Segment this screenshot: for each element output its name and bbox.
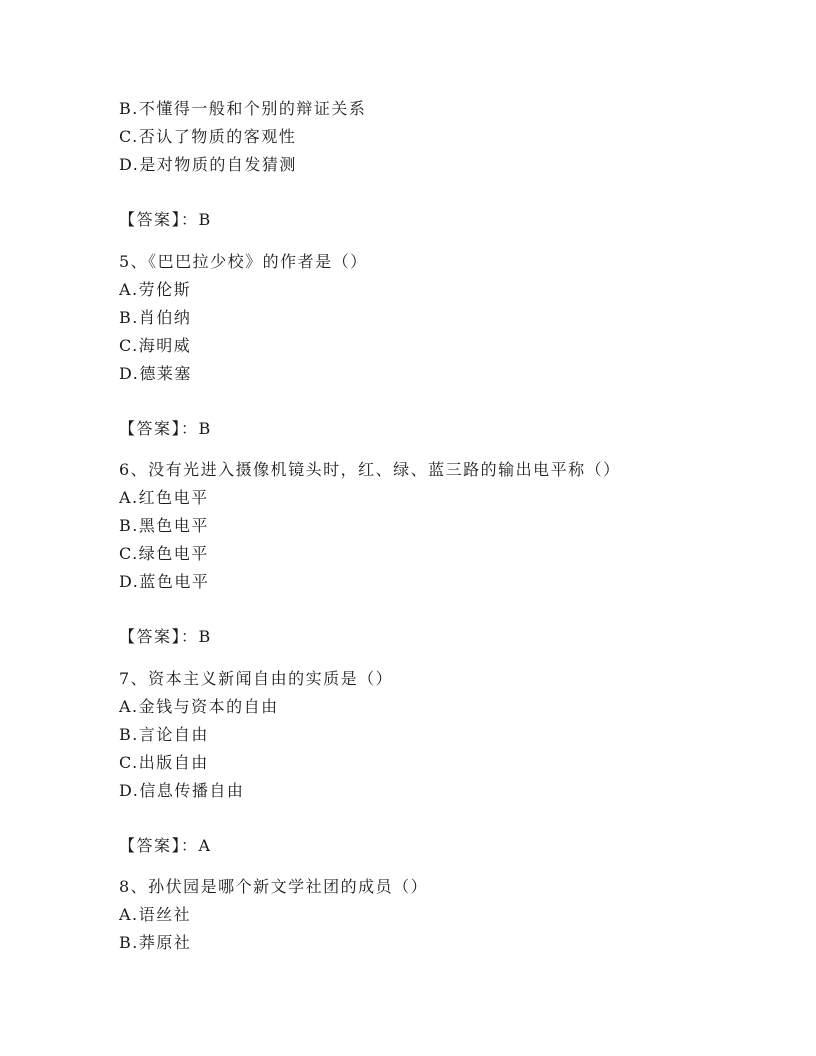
q4-option-b: B.不懂得一般和个别的辩证关系: [119, 99, 367, 118]
q7-answer: 【答案】：A: [119, 836, 212, 855]
q6-option-c: C.绿色电平: [119, 544, 209, 563]
q8-option-b: B.莽原社: [119, 933, 192, 952]
q8-option-a: A.语丝社: [119, 905, 192, 924]
q5-option-d: D.德莱塞: [119, 364, 192, 383]
q6-answer: 【答案】：B: [119, 627, 212, 646]
q5-option-a: A.劳伦斯: [119, 280, 192, 299]
q6-option-b: B.黑色电平: [119, 516, 209, 535]
q7-option-c: C.出版自由: [119, 753, 209, 772]
q4-option-d: D.是对物质的自发猜测: [119, 155, 297, 174]
q4-answer: 【答案】：B: [119, 210, 212, 229]
q7-question: 7、资本主义新闻自由的实质是（）: [119, 669, 394, 688]
q5-question: 5、《巴巴拉少校》的作者是（）: [119, 252, 368, 271]
q5-option-b: B.肖伯纳: [119, 308, 192, 327]
q4-option-c: C.否认了物质的客观性: [119, 127, 297, 146]
q7-option-a: A.金钱与资本的自由: [119, 697, 279, 716]
q6-option-d: D.蓝色电平: [119, 572, 210, 591]
q7-option-b: B.言论自由: [119, 725, 209, 744]
q5-answer: 【答案】：B: [119, 419, 212, 438]
q7-option-d: D.信息传播自由: [119, 781, 245, 800]
q6-option-a: A.红色电平: [119, 488, 209, 507]
q6-question: 6、没有光进入摄像机镜头时，红、绿、蓝三路的输出电平称（）: [119, 460, 621, 479]
q8-question: 8、孙伏园是哪个新文学社团的成员（）: [119, 877, 429, 896]
q5-option-c: C.海明威: [119, 336, 192, 355]
